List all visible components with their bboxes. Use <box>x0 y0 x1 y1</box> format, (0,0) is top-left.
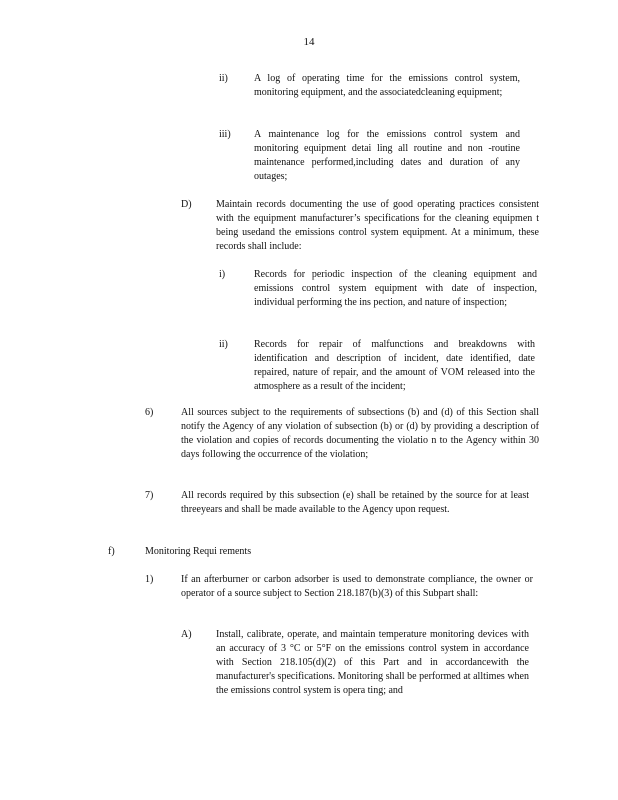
item-text: All sources subject to the requirements of subsections (b) and (d) of this Section shall notify the Agency of any violation of subsection (b) or (d) by providing a description of the violation and copies of records documenting the violatio n to the Agency within 30 days following the occurrence of the violation; <box>181 407 539 460</box>
item-text: Records for repair of malfunctions and breakdowns with identification and description of incident, date identified, date repaired, nature of repair, and the amount of VOM released into the atmosphere as a result of the incident; <box>254 339 535 392</box>
item-label: iii) <box>219 129 231 140</box>
item-text: All records required by this subsection (e) shall be retained by the source for at least threeyears and shall be made available to the Agency upon request. <box>181 490 529 515</box>
item-label: i) <box>219 269 226 280</box>
item-label: 1) <box>145 574 154 585</box>
item-label: 6) <box>145 407 154 418</box>
item-text: If an afterburner or carbon adsorber is used to demonstrate compliance, the owner or operator of a source subject to Section 218.187(b)(3) of this Subpart shall: <box>181 574 533 599</box>
item-text: Install, calibrate, operate, and maintain temperature monitoring devices with an accuracy of 3 °C or 5°F on the emissions control system in accordance with Section 218.105(d)(2) of this Part and in accordancewith the manufacturer's specifications. Monitoring shall be performed at alltimes when the emissions control system is opera ting; and <box>216 629 529 696</box>
item-label: A) <box>181 629 192 640</box>
item-text: Records for periodic inspection of the cleaning equipment and emissions control system equipment with date of inspection, individual performing the ins pection, and nature of inspection; <box>254 269 537 308</box>
item-label: ii) <box>219 339 228 350</box>
item-text: Maintain records documenting the use of good operating practices consistent with the equipment manufacturer’s specifications for the cleaning equipmen t being usedand the emissions control system equipment. At a minimum, these records shall include: <box>216 199 539 252</box>
item-text: A log of operating time for the emissions control system, monitoring equipment, and the associatedcleaning equipment; <box>254 73 520 98</box>
item-text: A maintenance log for the emissions control system and monitoring equipment detai ling all routine and non -routine maintenance performed,including dates and duration of any outages; <box>254 129 520 182</box>
item-label: f) <box>108 546 115 557</box>
page-number: 14 <box>303 36 315 48</box>
item-label: D) <box>181 199 192 210</box>
item-text: Monitoring Requi rements <box>145 546 252 557</box>
item-label: 7) <box>145 490 154 501</box>
item-label: ii) <box>219 73 228 84</box>
